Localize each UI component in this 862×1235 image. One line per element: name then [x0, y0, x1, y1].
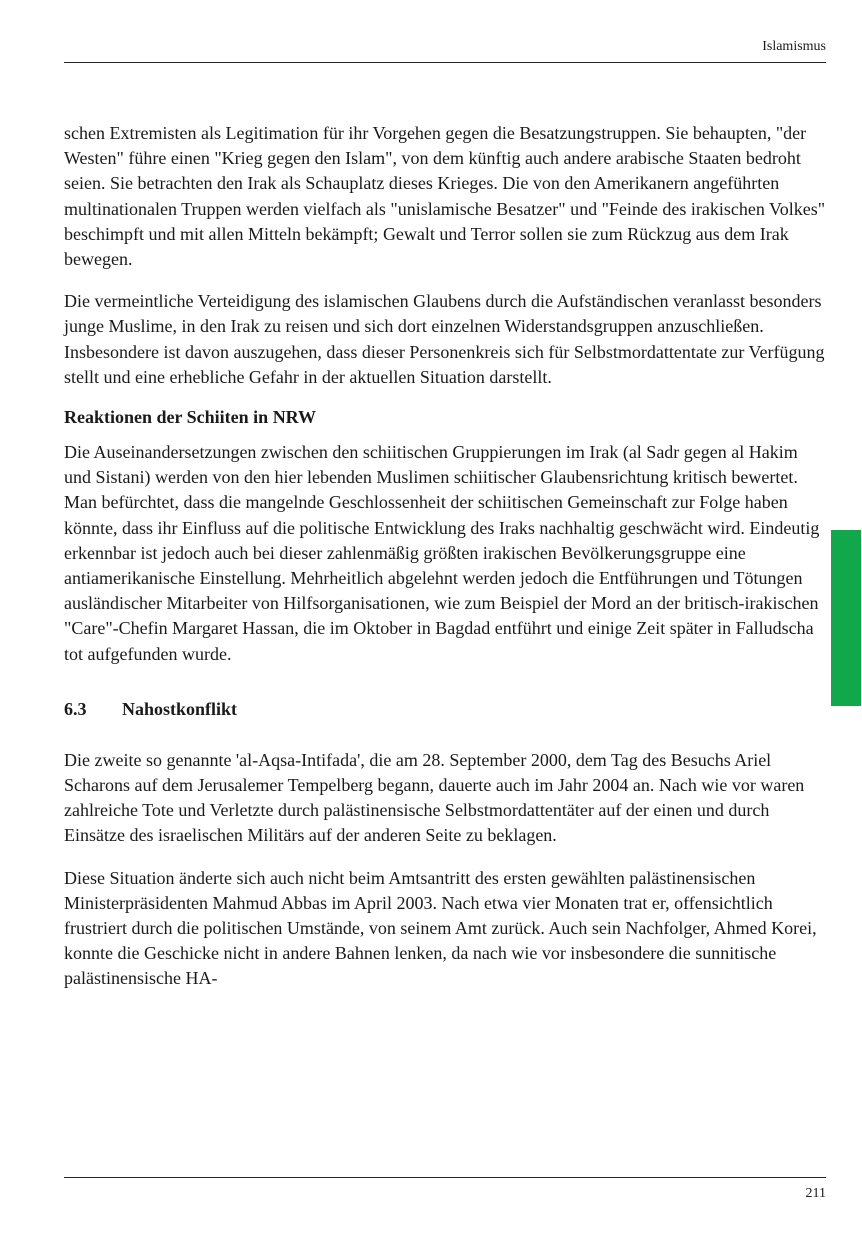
paragraph: Die zweite so genannte 'al-Aqsa-Intifada', die am 28. September 2000, dem Tag des Besuchs Ariel Scharons auf dem Jerusalemer Tempelberg begann, dauerte auch im Jahr 2004 an. Nach wie vor waren zahlreiche Tote und Verletzte durch palästinensische Selbstmordattentäter auf der einen und durch Einsätze des israelischen Militärs auf der anderen Seite zu beklagen. — [64, 749, 805, 846]
paragraph: Die vermeintliche Verteidigung des islamischen Glaubens durch die Aufständischen veranlasst besonders junge Muslime, in den Irak zu reisen und sich dort einzelnen Widerstandsgruppen anzuschließen. Insbesondere ist davon auszugehen, dass dieser Personenkreis sich für Selbstmordattentate zur Verfügung stellt und eine erhebliche Gefahr in der aktuellen Situation darstellt. — [64, 291, 825, 387]
section-heading — [64, 697, 826, 722]
section-number: 6.3 — [64, 698, 87, 719]
section-title: Nahostkonflikt — [122, 698, 238, 719]
header-rule — [64, 62, 826, 63]
page-number: 211 — [805, 1186, 826, 1201]
paragraph: Die Auseinandersetzungen zwischen den schiitischen Gruppierungen im Irak (al Sadr gegen al Hakim und Sistani) werden von den hier lebenden Muslimen schiitischer Glaubensrichtung kritisch bewertet. Man befürchtet, dass die mangelnde Geschlossenheit der schiitischen Gemeinschaft zur Folge haben könnte, dass ihr Einfluss auf die politische Entwicklung des Iraks nachhaltig geschwächt wird. Eindeutig erkennbar ist jedoch auch bei dieser zahlenmäßig größten irakischen Bevölkerungsgruppe eine antiamerikanische Einstellung. Mehrheitlich abgelehnt werden jedoch die Entführungen und Tötungen ausländischer Mitarbeiter von Hilfsorganisationen, wie zum Beispiel der Mord an der britisch-irakischen "Care"-Chefin Margaret Hassan, die im Oktober in Bagdad entführt und einige Zeit später in Falludscha tot aufgefunden wurde. — [64, 442, 820, 664]
running-title: Islamismus — [762, 39, 826, 54]
subheading: Reaktionen der Schiiten in NRW — [64, 407, 317, 428]
footer-rule — [64, 1177, 826, 1178]
chapter-marker-tab — [831, 530, 861, 706]
paragraph: Diese Situation änderte sich auch nicht beim Amtsantritt des ersten gewählten palästinensischen Ministerpräsidenten Mahmud Abbas im April 2003. Nach etwa vier Monaten trat er, offensichtlich frustriert durch die politischen Umstände, von seinem Amt zurück. Auch sein Nachfolger, Ahmed Korei, konnte die Geschicke nicht in andere Bahnen lenken, da nach wie vor insbesondere die sunnitische palästinensische HA- — [64, 867, 817, 989]
page-body — [64, 121, 826, 992]
paragraph: schen Extremisten als Legitimation für ihr Vorgehen gegen die Besatzungstruppen. Sie behaupten, "der Westen" führe einen "Krieg gegen den Islam", von dem künftig auch andere arabische Staaten bedroht seien. Sie betrachten den Irak als Schauplatz dieses Krieges. Die von den Amerikanern angeführten multinationalen Truppen werden vielfach als "unislamische Besatzer" und "Feinde des irakischen Volkes" beschimpft und mit allen Mitteln bekämpft; Gewalt und Terror sollen sie zum Rückzug aus dem Irak bewegen. — [64, 123, 826, 270]
